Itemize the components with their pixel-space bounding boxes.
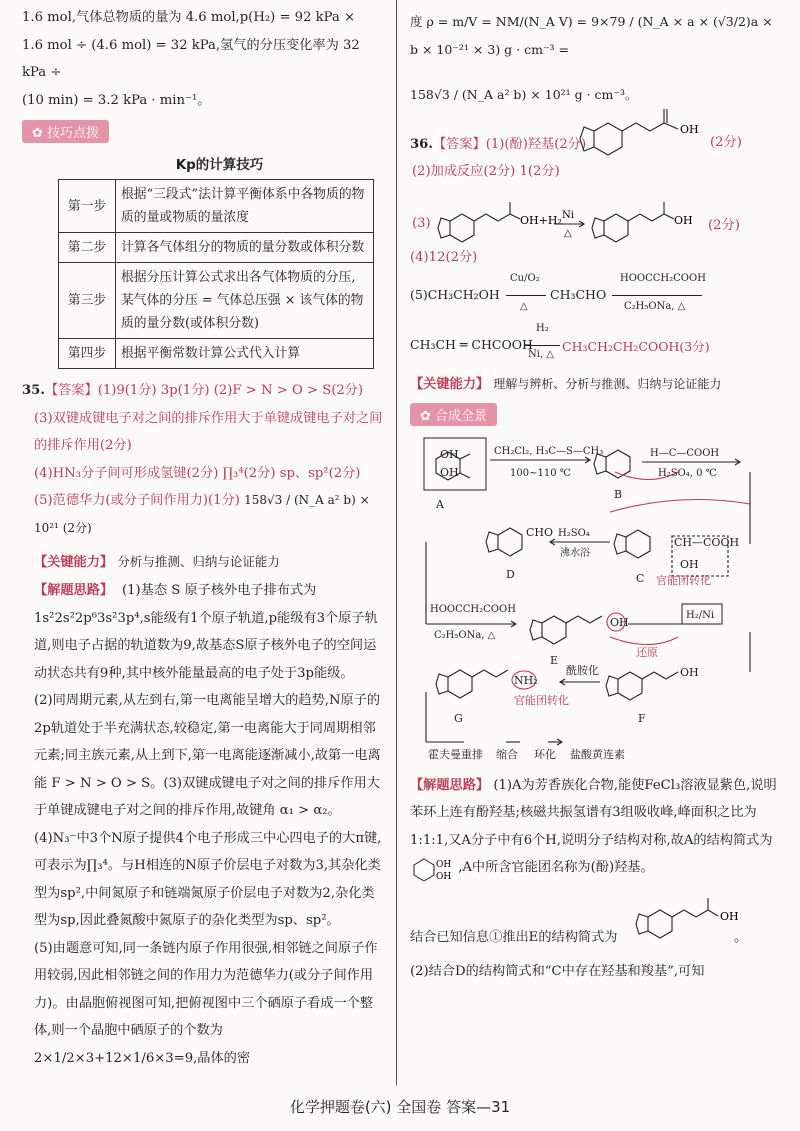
paragraph: 。	[734, 929, 748, 945]
reaction-condition: Cu/O₂	[510, 273, 540, 284]
kp-text: 计算各气体组分的物质的量分数或体积分数	[116, 233, 374, 263]
answer-line: (3)双键成键电子对之间的排斥作用大于单键成键电子对之间的排斥作用(2分)	[34, 410, 383, 453]
kp-step: 第一步	[59, 180, 116, 233]
kp-text: 根据分压计算公式求出各气体物质的分压,某气体的分压 = 气体总压强 × 该气体的物质的量分数(或体积分数)	[116, 263, 374, 339]
hydrogenation-scheme	[434, 186, 734, 244]
label-a: A	[436, 497, 444, 511]
reaction-5a	[410, 271, 780, 323]
column-divider	[396, 0, 397, 1085]
text-line: 1.6 mol ÷ (4.6 mol) = 32 kPa,氢气的分压变化率为 32 kPa ÷	[22, 37, 360, 80]
chain-step: 盐酸黄连素	[570, 747, 625, 761]
paragraph: (2)同周期元素,从左到右,第一电离能呈增大的趋势,N原子的2p轨道处于半充满状态,较稳定,第一电离能大于同周期相邻元素;同主族元素,从上到下,第一电离能逐渐减小,故第一电离能 F > N > O > S。(3)双键成键电子对之间的排斥作用大于单键成键电子对之间的排斥作用,故键角 α₁ > α₂。	[34, 693, 381, 818]
svg-text:OH: OH	[680, 122, 699, 136]
kp-step: 第三步	[59, 263, 116, 339]
answer-line: 【答案】(1)(酚)羟基(2分)	[432, 136, 587, 152]
paragraph: (5)由题意可知,同一条链内原子作用很强,相邻链之间原子作用较弱,因此相邻链之间的作用力为范德华力(或分子间作用力)。由晶胞俯视图可知,把俯视图中三个硒原子看成一个整体,则一个晶胞中硒原子的个数为 2×1/2×3+12×1/6×3=9,晶体的密	[34, 940, 378, 1066]
key-ability-tag: 【关键能力】	[410, 377, 490, 392]
text-line: 1.6 mol,气体总物质的量为 4.6 mol,p(H₂) = 92 kPa ×	[22, 10, 356, 25]
synthesis-scheme	[410, 432, 780, 762]
answer-line: 【答案】(1)9(1分) 3p(1分) (2)F > N > O > S(2分)	[44, 383, 364, 398]
paragraph: 结合已知信息①推出E的结构简式为	[410, 929, 618, 945]
svg-text:OH+H₂: OH+H₂	[520, 213, 562, 227]
reaction-5b	[410, 323, 780, 367]
svg-text:OH: OH	[440, 447, 459, 461]
kp-step: 第二步	[59, 233, 116, 263]
density-formula: 158√3 / (N_A a² b) × 10²¹ g · cm⁻³。	[410, 87, 638, 102]
paragraph: (1)基态 S 原子核外电子排布式为 1s²2s²2p⁶3s²3p⁴,s能级有1个原子轨道,p能级有3个原子轨道,则电子占据的轨道数为9,故基态S原子核外电子的空间运动状态共有9种,其中核外能量最高的电子处于3p能级。	[34, 583, 378, 681]
svg-text:OH: OH	[440, 465, 459, 479]
paragraph: (4)N₃⁻中3个N原子提供4个电子形成三中心四电子的大π键,可表示为∏₃⁴。与H相连的N原子价层电子对数为3,其杂化类型为sp²,中间氮原子和链端氮原子价层电子对数为2,杂化类型为sp,因此叠氮酸中氮原子的杂化类型为sp、sp²。	[34, 830, 382, 928]
label-b: B	[614, 487, 623, 501]
fg-label: 官能团转化	[656, 573, 711, 587]
answer-label: (3)	[412, 215, 431, 231]
reaction-text: CH₃CH ═ CHCOOH	[410, 337, 533, 352]
tip-badge: ✿ 技巧点拨	[22, 120, 387, 143]
question-number: 35.	[22, 383, 45, 398]
paragraph: (2)结合D的结构简式和“C中存在羟基和羧基”,可知	[410, 963, 705, 979]
label-c: C	[636, 571, 645, 585]
svg-text:OH: OH	[610, 615, 629, 629]
page-footer: 化学押题卷(六) 全国卷 答案—31	[289, 1098, 511, 1116]
reagent: H₂SO₄, 0 ℃	[658, 467, 717, 479]
svg-text:OH: OH	[680, 557, 699, 571]
question-number: 36.	[410, 136, 433, 152]
answer-line: (2)加成反应(2分) 1(2分)	[412, 164, 560, 179]
reagent: H—C—COOH	[650, 447, 720, 459]
key-ability-tag: 【关键能力】	[34, 555, 114, 570]
q36-answer	[410, 122, 780, 368]
kp-steps-table	[58, 179, 374, 369]
reagent: 沸水浴	[560, 547, 590, 559]
solution-right	[410, 772, 780, 986]
reagent: 100~110 ℃	[510, 467, 571, 479]
structure-e-line	[410, 892, 780, 954]
kp-text: 根据平衡常数计算公式代入计算	[116, 339, 374, 369]
density-formula: 度 ρ = m/V = NM/(N_A V) = 9×79 / (N_A × a × (√3/2)a × b × 10⁻²¹ × 3) g · cm⁻³ =	[410, 14, 773, 57]
fg-label: 官能团转化	[514, 693, 569, 707]
structure-a-image	[410, 855, 454, 881]
reagent: C₂H₅ONa, △	[434, 629, 496, 641]
key-ability-text: 分析与推测、归纳与论证能力	[117, 554, 280, 569]
solution-paragraphs	[22, 577, 387, 1072]
kp-row	[59, 339, 374, 369]
reaction-text: (5)CH₃CH₂OH	[410, 287, 500, 302]
synthesis-badge: ✿ 合成全景	[410, 403, 780, 426]
kp-table-title: Kp的计算技巧	[175, 157, 264, 173]
svg-text:CHO: CHO	[526, 525, 554, 539]
solution-idea-tag: 【解题思路】	[34, 582, 114, 598]
text-line: (10 min) = 3.2 kPa · min⁻¹。	[22, 92, 211, 108]
reaction-condition: Ni, △	[528, 349, 554, 360]
reaction-condition: C₂H₅ONa, △	[624, 301, 686, 312]
reagent: CH₂Cl₂, H₃C—S—CH₃	[494, 445, 604, 457]
label-d: D	[506, 567, 515, 581]
reagent: H₂SO₄	[558, 527, 590, 539]
score: (2分)	[710, 134, 742, 150]
kp-row	[59, 263, 374, 339]
answer-line: (4)12(2分)	[410, 249, 478, 265]
score: (2分)	[708, 217, 740, 233]
reaction-text: CH₃CH₂CH₂COOH(3分)	[562, 339, 710, 354]
svg-text:OH: OH	[436, 859, 452, 870]
reagent: H₂/Ni	[686, 609, 715, 621]
kp-row	[59, 180, 374, 233]
svg-text:OH: OH	[680, 665, 699, 679]
svg-text:OH: OH	[436, 871, 452, 881]
reaction-condition: △	[520, 301, 528, 312]
answer-line: (5)范德华力(或分子间作用力)(1分)	[34, 493, 240, 508]
structure-e-image	[578, 105, 728, 161]
svg-text:CH—COOH: CH—COOH	[674, 535, 740, 549]
amide-label: 酰胺化	[566, 663, 599, 677]
reaction-text: CH₃CHO	[550, 287, 607, 302]
formula: 158√3 / (N_A a² b) × 10²¹ (2分)	[34, 493, 370, 535]
solution-idea-tag: 【解题思路】	[410, 777, 490, 793]
label-f: F	[638, 711, 646, 725]
svg-text:NH₂: NH₂	[514, 673, 538, 687]
key-ability-text: 理解与辨析、分析与推测、归纳与论证能力	[493, 377, 722, 391]
svg-text:OH: OH	[674, 213, 693, 227]
label-g: G	[454, 711, 463, 725]
chain-step: 霍夫曼重排	[428, 747, 483, 761]
paragraph: ,A中所含官能团名称为(酚)羟基。	[458, 860, 654, 875]
svg-text:OH: OH	[720, 909, 739, 923]
svg-text:Ni: Ni	[562, 209, 574, 221]
svg-text:△: △	[564, 227, 572, 239]
reaction-3	[410, 186, 780, 244]
reduce-label: 还原	[636, 645, 658, 659]
left-column	[22, 0, 387, 1072]
q35-answer	[22, 377, 387, 542]
reaction-condition: HOOCCH₂COOH	[620, 273, 706, 284]
reagent: HOOCCH₂COOH	[430, 603, 516, 615]
label-e: E	[550, 653, 559, 667]
chain-step: 环化	[534, 747, 556, 761]
right-column	[410, 0, 780, 985]
kp-step: 第四步	[59, 339, 116, 369]
paragraph: (1)A为芳香族化合物,能使FeCl₃溶液显紫色,说明苯环上连有酚羟基;核磁共振氢谱有3组吸收峰,峰面积之比为1:1:1,又A分子中有6个H,说明分子结构对称,故A的结构简式为	[410, 777, 777, 848]
reaction-condition: H₂	[536, 323, 549, 334]
chain-step: 缩合	[496, 747, 518, 761]
structure-e-image	[630, 892, 750, 948]
answer-line: (4)HN₃分子间可形成氢键(2分) ∏₃⁴(2分) sp、sp²(2分)	[34, 465, 361, 481]
kp-row	[59, 233, 374, 263]
kp-text: 根据“三段式”法计算平衡体系中各物质的物质的量或物质的量浓度	[116, 180, 374, 233]
